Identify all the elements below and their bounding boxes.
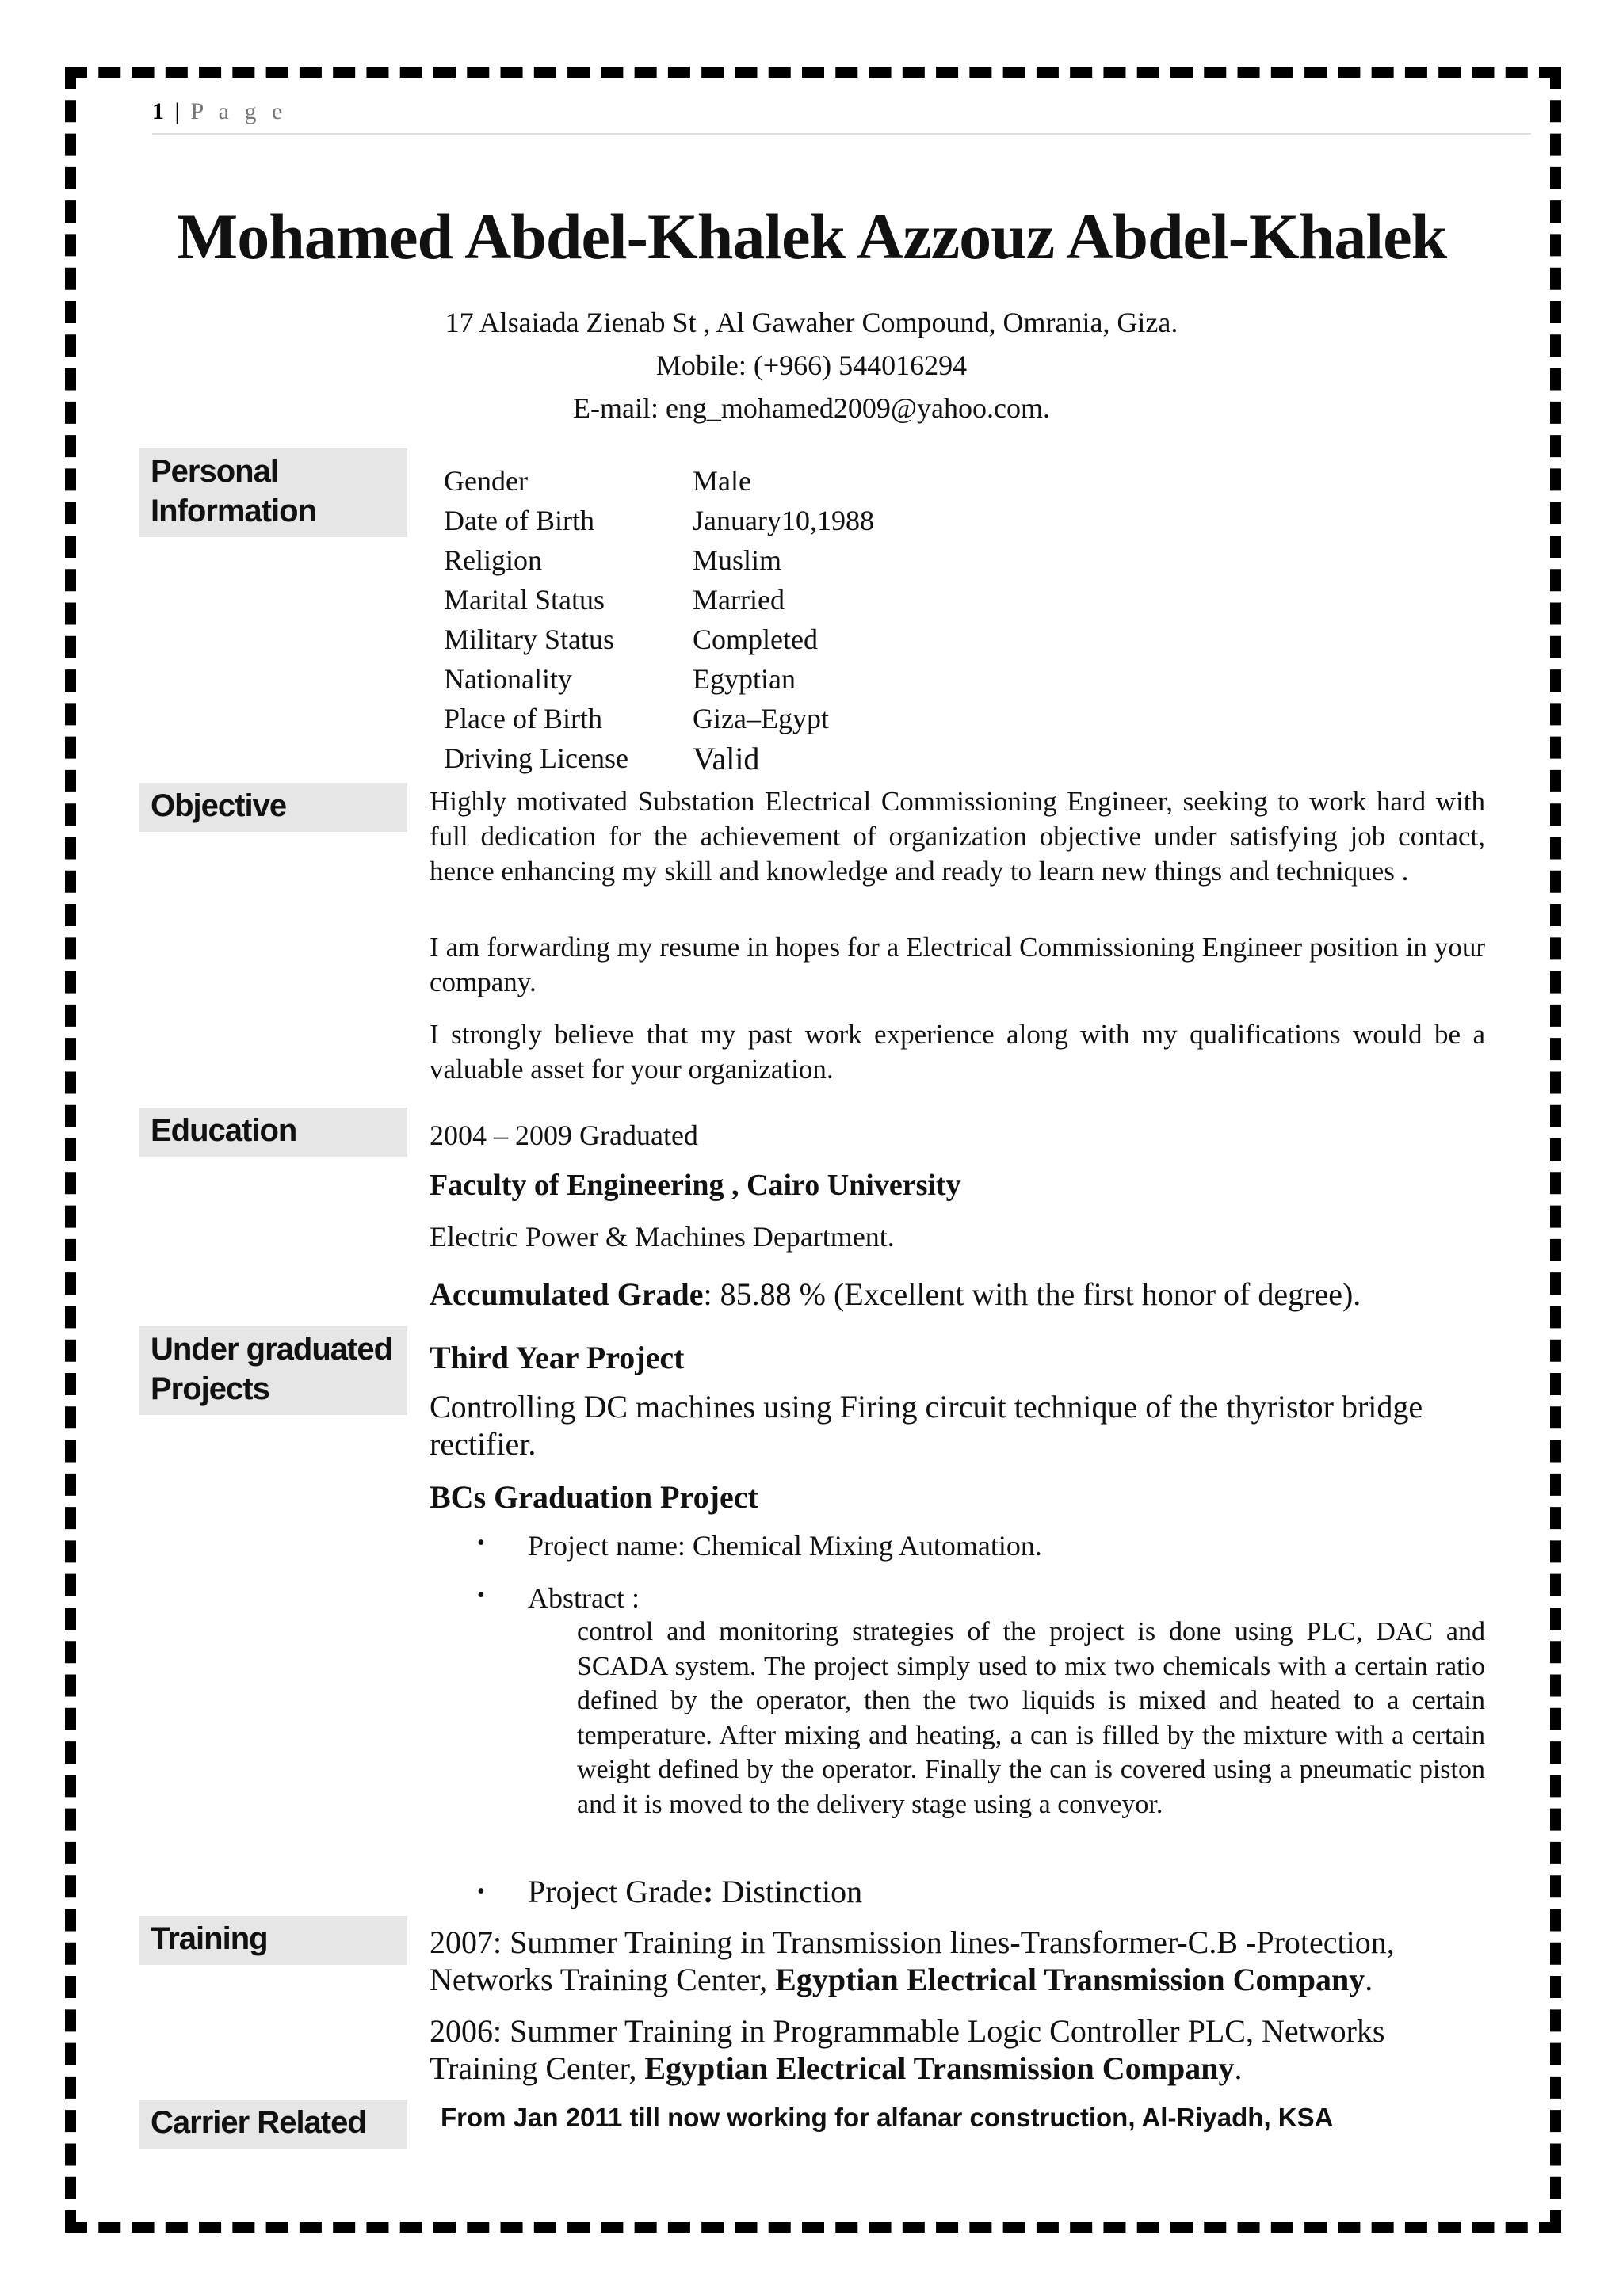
graduation-project-title: BCs Graduation Project <box>430 1479 758 1515</box>
pi-label: Place of Birth <box>444 703 602 734</box>
objective-paragraph: I am forwarding my resume in hopes for a Electrical Commissioning Engineer position in your company. <box>430 932 1485 997</box>
section-undergraduate-projects: Under graduated Projects <box>139 1326 407 1415</box>
pi-label: Military Status <box>444 624 614 655</box>
abstract-text: control and monitoring strategies of the project is done using PLC, DAC and SCADA system. The project simply used to mix two chemicals with a certain ratio defined by the operator, then the two liquids is mixed and heated to a certain temperature. After mixing and heating, a can is filled by the mixture with a certain weight defined by the operator. Finally the can is covered using a pneumatic piston and it is moved to the delivery stage using a conveyor. <box>577 1617 1485 1819</box>
bullet-icon: • <box>477 1583 485 1608</box>
objective-paragraph: I strongly believe that my past work experience along with my qualifications would be a valuable asset for your organization. <box>430 1019 1485 1085</box>
page-number: 1 | P a g e <box>152 98 288 124</box>
pi-label: Gender <box>444 465 528 497</box>
pi-value: Male <box>693 465 751 497</box>
section-career-related: Carrier Related <box>139 2100 407 2149</box>
header-divider <box>152 133 1531 135</box>
pi-value: Married <box>693 584 785 616</box>
section-objective: Objective <box>139 783 407 832</box>
career-statement: From Jan 2011 till now working for alfanar construction, Al-Riyadh, KSA <box>441 2103 1334 2132</box>
objective-paragraph: Highly motivated Substation Electrical Commissioning Engineer, seeking to work hard with full dedication for the achievement of organization objective under satisfying job contact, hence enhancing my skill and knowledge and ready to learn new things and techniques . <box>430 786 1485 887</box>
pi-value: Egyptian <box>693 663 796 695</box>
education-faculty: Faculty of Engineering , Cairo University <box>430 1169 961 1202</box>
section-education: Education <box>139 1108 407 1157</box>
pi-value: Giza–Egypt <box>693 703 829 734</box>
education-department: Electric Power & Machines Department. <box>430 1221 895 1253</box>
project-grade: Project Grade: Distinction <box>528 1874 863 1909</box>
pi-value: Valid <box>693 741 760 776</box>
training-entry: 2007: Summer Training in Transmission lines-Transformer-C.B -Protection, Networks Training Center, Egyptian Electrical Transmission Company. <box>430 1924 1395 1997</box>
education-grade: Accumulated Grade: 85.88 % (Excellent with the first honor of degree). <box>430 1276 1361 1312</box>
pi-value: Completed <box>693 624 818 655</box>
contact-email: E-mail: eng_mohamed2009@yahoo.com. <box>572 392 1050 424</box>
bullet-icon: • <box>477 1531 485 1555</box>
pi-value: January10,1988 <box>693 505 874 536</box>
pi-label: Date of Birth <box>444 505 594 536</box>
section-personal-information: Personal Information <box>139 448 407 537</box>
training-entry: 2006: Summer Training in Programmable Logic Controller PLC, Networks Training Center, Egyptian Electrical Transmission Company. <box>430 2013 1385 2086</box>
contact-address: 17 Alsaiada Zienab St , Al Gawaher Compound, Omrania, Giza. <box>445 307 1178 338</box>
section-training: Training <box>139 1916 407 1965</box>
abstract-label: Abstract : <box>528 1582 640 1614</box>
pi-label: Driving License <box>444 742 628 774</box>
education-years: 2004 – 2009 Graduated <box>430 1119 698 1151</box>
project-name: Project name: Chemical Mixing Automation. <box>528 1530 1042 1562</box>
pi-label: Religion <box>444 544 542 576</box>
pi-label: Nationality <box>444 663 572 695</box>
third-year-project-title: Third Year Project <box>430 1340 685 1375</box>
third-year-project-description: Controlling DC machines using Firing circuit technique of the thyristor bridge rectifier. <box>430 1389 1423 1462</box>
bullet-icon: • <box>477 1879 485 1904</box>
pi-value: Muslim <box>693 544 782 576</box>
candidate-name: Mohamed Abdel-Khalek Azzouz Abdel-Khalek <box>176 200 1447 273</box>
pi-label: Marital Status <box>444 584 605 616</box>
contact-mobile: Mobile: (+966) 544016294 <box>655 349 968 381</box>
